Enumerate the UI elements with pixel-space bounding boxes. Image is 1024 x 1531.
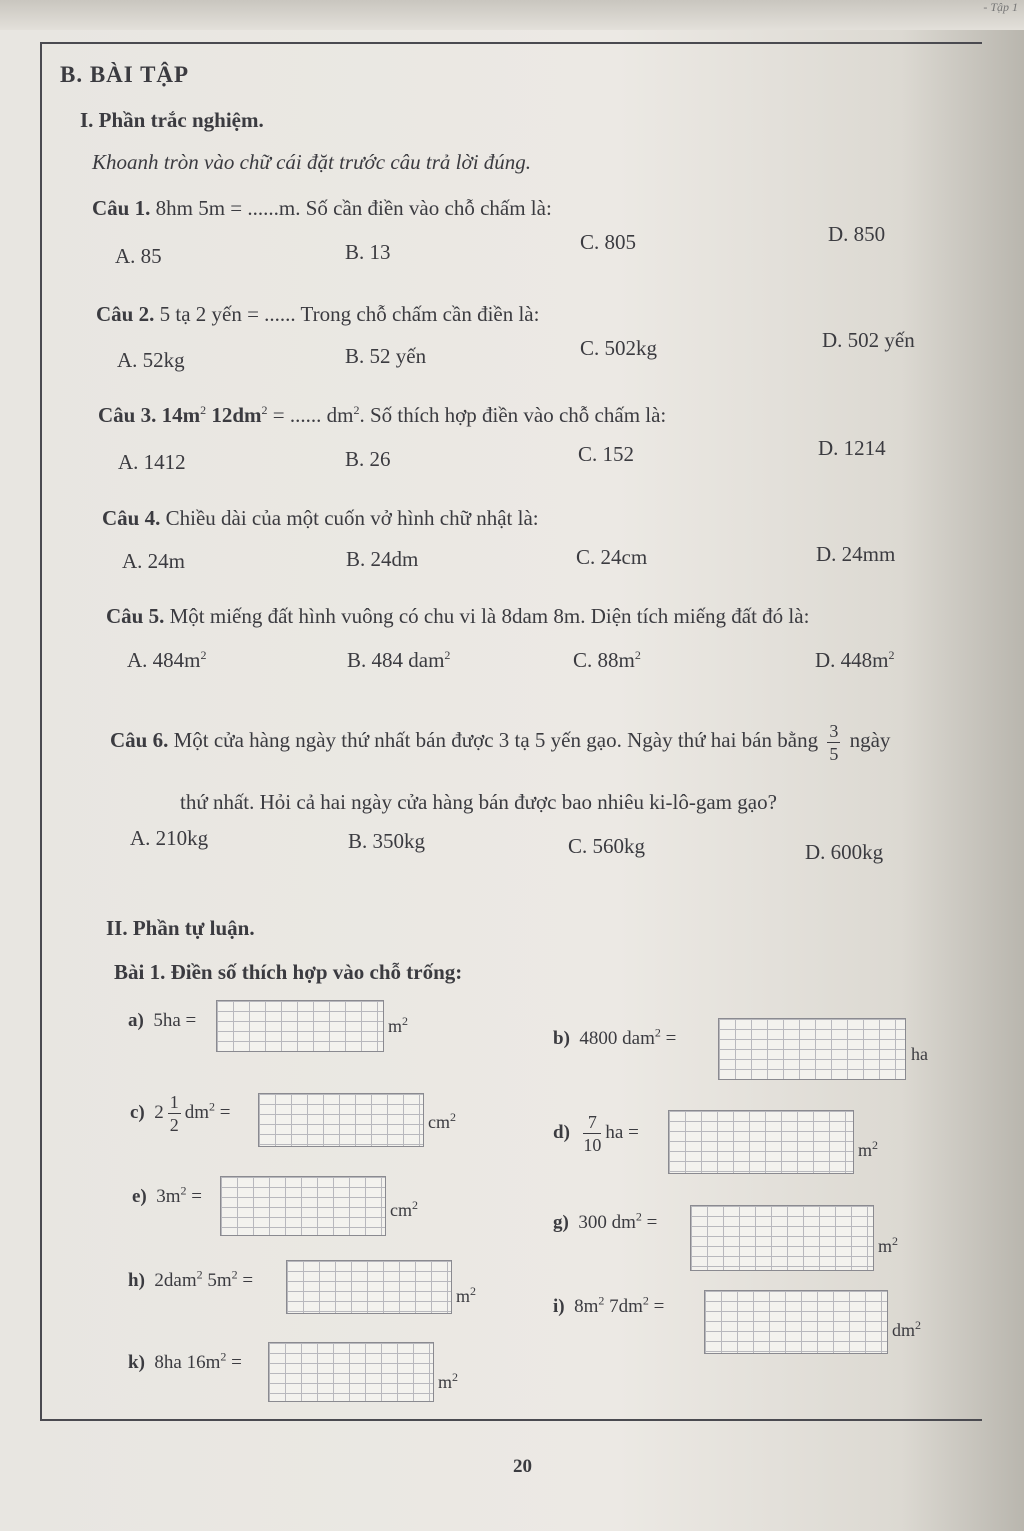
q1-option-b[interactable]: B. 13 xyxy=(345,240,391,264)
unit-e: $cm^2$ xyxy=(390,1198,418,1220)
answer-box-d[interactable] xyxy=(668,1110,854,1174)
q3-option-b[interactable]: B. 26 xyxy=(345,447,391,471)
exercise-b: b) 4800 dam$^2$ = xyxy=(553,1025,677,1049)
q5-option-a[interactable]: A. $484m^2$ xyxy=(127,648,207,672)
q3-option-a[interactable]: A. 1412 xyxy=(118,450,186,474)
question-3: Câu 3. $14m^2$ $12dm^2$ = ...... $dm^2$. Số thích hợp điền vào chỗ chấm là: xyxy=(98,403,667,427)
q3-option-c[interactable]: C. 152 xyxy=(578,442,635,466)
unit-i: $dm^2$ xyxy=(892,1318,922,1340)
q4-option-a[interactable]: A. 24m xyxy=(122,549,185,573)
answer-box-i[interactable] xyxy=(704,1290,888,1354)
q1-option-d[interactable]: D. 850 xyxy=(828,222,886,246)
exercise-e: e) $3m^2$ = xyxy=(132,1183,203,1207)
q1-option-a[interactable]: A. 85 xyxy=(115,244,162,268)
unit-k: $m^2$ xyxy=(438,1370,459,1392)
exercise-i: i) $8m^2$ $7dm^2$ = xyxy=(553,1293,665,1317)
unit-h: $m^2$ xyxy=(456,1284,477,1306)
section-title: B. BÀI TẬP xyxy=(60,62,190,87)
question-6: Câu 6. Một cửa hàng ngày thứ nhất bán được 3 tạ 5 yến gạo. Ngày thứ hai bán bằng $\frac{3}{5}$ ngày xyxy=(110,720,891,764)
unit-a: $m^2$ xyxy=(388,1014,409,1036)
question-2: Câu 2. 5 tạ 2 yến = ...... Trong chỗ chấm cần điền là: xyxy=(96,302,540,326)
q6-option-c[interactable]: C. 560kg xyxy=(568,834,646,858)
fraction-3-5: $\frac{3}{5}$ xyxy=(829,720,839,764)
answer-box-e[interactable] xyxy=(220,1176,386,1236)
q1-option-c[interactable]: C. 805 xyxy=(580,230,637,254)
q2-option-b[interactable]: B. 52 yến xyxy=(345,344,427,368)
answer-box-h[interactable] xyxy=(286,1260,452,1314)
q2-option-a[interactable]: A. 52kg xyxy=(117,348,185,372)
bai1-title: Bài 1. Điền số thích hợp vào chỗ trống: xyxy=(114,960,463,984)
unit-d: $m^2$ xyxy=(858,1138,879,1160)
unit-b: ha xyxy=(911,1044,928,1064)
unit-g: $m^2$ xyxy=(878,1234,899,1256)
page-number: 20 xyxy=(513,1456,532,1477)
q2-option-c[interactable]: C. 502kg xyxy=(580,336,658,360)
q5-option-d[interactable]: D. $448m^2$ xyxy=(815,648,895,672)
page-top-edge xyxy=(0,0,1024,30)
q5-option-c[interactable]: C. $88m^2$ xyxy=(573,648,641,672)
q6-option-d[interactable]: D. 600kg xyxy=(805,840,884,864)
instruction: Khoanh tròn vào chữ cái đặt trước câu trả lời đúng. xyxy=(92,150,532,174)
q4-option-c[interactable]: C. 24cm xyxy=(576,545,648,569)
answer-box-c[interactable] xyxy=(258,1093,424,1147)
exercise-c: c) 2 $\frac{1}{2}$ $dm^2$ = xyxy=(130,1092,231,1136)
exercise-h: h) 2dam$^2$ $5m^2$ = xyxy=(128,1267,254,1291)
part2-title: II. Phần tự luận. xyxy=(106,916,255,940)
q4-option-b[interactable]: B. 24dm xyxy=(346,547,419,571)
exercise-g: g) 300 $dm^2$ = xyxy=(553,1209,658,1233)
part1-title: I. Phần trắc nghiệm. xyxy=(80,108,264,132)
corner-label: - Tập 1 xyxy=(983,0,1018,14)
q4-option-d[interactable]: D. 24mm xyxy=(816,542,896,566)
exercise-d: d) $\frac{7}{10}$ ha = xyxy=(553,1112,639,1156)
question-6-line2: thứ nhất. Hỏi cả hai ngày cửa hàng bán được bao nhiêu ki-lô-gam gạo? xyxy=(180,790,777,814)
q6-option-b[interactable]: B. 350kg xyxy=(348,829,426,853)
q3-option-d[interactable]: D. 1214 xyxy=(818,436,886,460)
exercise-a: a) 5ha = xyxy=(128,1010,197,1031)
q5-option-b[interactable]: B. 484 dam$^2$ xyxy=(347,648,451,672)
answer-box-k[interactable] xyxy=(268,1342,434,1402)
answer-box-a[interactable] xyxy=(216,1000,384,1052)
q6-option-a[interactable]: A. 210kg xyxy=(130,826,209,850)
unit-c: $cm^2$ xyxy=(428,1110,456,1132)
q2-option-d[interactable]: D. 502 yến xyxy=(822,328,915,352)
question-1: Câu 1. 8hm 5m = ......m. Số cần điền vào chỗ chấm là: xyxy=(92,196,552,220)
question-5: Câu 5. Một miếng đất hình vuông có chu vi là 8dam 8m. Diện tích miếng đất đó là: xyxy=(106,604,810,628)
question-4: Câu 4. Chiều dài của một cuốn vở hình chữ nhật là: xyxy=(102,506,539,530)
exercise-k: k) 8ha $16m^2$ = xyxy=(128,1349,242,1373)
answer-box-b[interactable] xyxy=(718,1018,906,1080)
answer-box-g[interactable] xyxy=(690,1205,874,1271)
